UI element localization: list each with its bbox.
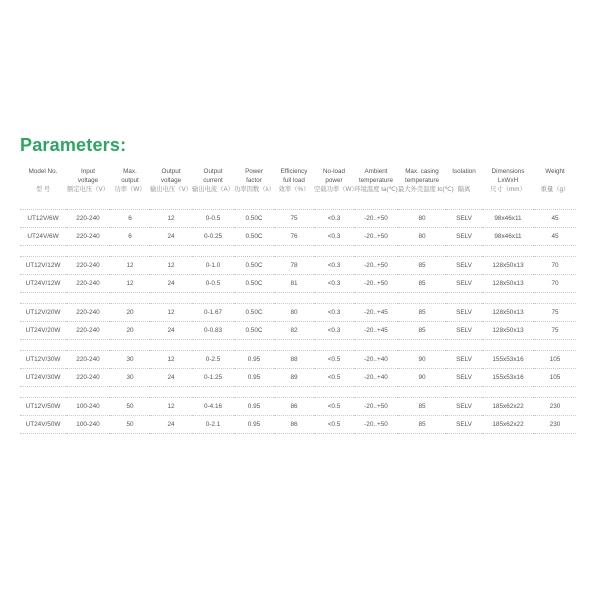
column-header-zh: 效率（%） <box>278 186 310 193</box>
table-cell: 82 <box>274 322 314 340</box>
table-row <box>20 210 576 228</box>
table-cell: 0.50C <box>234 322 274 340</box>
table-cell: 0-4.16 <box>192 398 234 416</box>
column-header-en2: temperature <box>359 177 393 184</box>
table-cell: UT12V/30W <box>20 351 66 369</box>
column-header-en2 <box>446 176 482 185</box>
table-cell: SELV <box>446 398 482 416</box>
table-cell: 0.50C <box>234 304 274 322</box>
table-cell: 85 <box>398 275 446 293</box>
table-cell: UT24V/20W <box>20 322 66 340</box>
table-cell: 220-240 <box>66 210 110 228</box>
table-cell: 230 <box>534 416 576 434</box>
table-cell: 12 <box>150 351 192 369</box>
column-header-en2: temperature <box>405 177 439 184</box>
column-header-en2 <box>534 176 576 185</box>
table-cell: <0.5 <box>314 398 354 416</box>
spacer-cell <box>20 293 576 304</box>
column-header-zh: 环境温度 ta(℃) <box>354 186 398 193</box>
column-header-zh: 最大外壳温度 tc(℃) <box>398 186 454 193</box>
table-cell: -20..+45 <box>354 322 398 340</box>
table-cell: <0.3 <box>314 257 354 275</box>
column-header-zh: 空载功率（W） <box>314 186 358 193</box>
column-header-en1: Output <box>161 168 181 175</box>
table-cell: SELV <box>446 210 482 228</box>
column-header <box>234 164 274 210</box>
column-header <box>314 164 358 210</box>
table-cell: 6 <box>110 228 150 246</box>
table-row <box>20 275 576 293</box>
column-header-en1: Isolation <box>452 168 476 175</box>
group-spacer <box>20 246 576 257</box>
group-spacer <box>20 293 576 304</box>
column-header-en1: Ambient <box>364 168 388 175</box>
table-cell: 185x62x22 <box>482 398 534 416</box>
table-cell: 0.50C <box>234 275 274 293</box>
table-cell: 6 <box>110 210 150 228</box>
table-cell: 0.50C <box>234 228 274 246</box>
column-header-en1: Max. <box>123 168 137 175</box>
table-cell: 45 <box>534 228 576 246</box>
column-header <box>482 164 534 210</box>
table-cell: 12 <box>150 398 192 416</box>
table-cell: 0-0.25 <box>192 228 234 246</box>
table-cell: UT24V/30W <box>20 369 66 387</box>
table-cell: 0-0.5 <box>192 210 234 228</box>
table-cell: 0.50C <box>234 257 274 275</box>
table-cell: -20..+40 <box>354 369 398 387</box>
table-cell: 155x53x16 <box>482 351 534 369</box>
table-cell: <0.5 <box>314 416 354 434</box>
table-cell: 220-240 <box>66 369 110 387</box>
table-cell: SELV <box>446 369 482 387</box>
table-cell: 155x53x16 <box>482 369 534 387</box>
page-title: Parameters: <box>20 135 127 155</box>
column-header-en2: current <box>203 177 223 184</box>
table-cell: 50 <box>110 416 150 434</box>
table-cell: -20..+40 <box>354 351 398 369</box>
table-cell: 128x50x13 <box>482 322 534 340</box>
spacer-cell <box>20 340 576 351</box>
table-cell: 70 <box>534 275 576 293</box>
table-cell: 30 <box>110 351 150 369</box>
table-cell: 30 <box>110 369 150 387</box>
table-cell: 100-240 <box>66 416 110 434</box>
column-header-zh: 重量（g） <box>540 186 570 193</box>
column-header-en1: Max. casing <box>405 168 439 175</box>
group-spacer <box>20 387 576 398</box>
table-cell: 12 <box>110 275 150 293</box>
table-cell: <0.5 <box>314 369 354 387</box>
table-cell: 105 <box>534 369 576 387</box>
table-header-row <box>20 164 576 210</box>
column-header <box>274 164 314 210</box>
table-row <box>20 416 576 434</box>
table-cell: 75 <box>534 304 576 322</box>
column-header-en2: output <box>121 177 139 184</box>
column-header <box>110 164 150 210</box>
table-cell: 220-240 <box>66 304 110 322</box>
column-header-zh: 型 号 <box>35 186 51 193</box>
table-cell: UT12V/6W <box>20 210 66 228</box>
column-header <box>66 164 110 210</box>
table-cell: 80 <box>274 304 314 322</box>
table-cell: 75 <box>534 322 576 340</box>
table-cell: SELV <box>446 322 482 340</box>
column-header-zh: 输出电压（V） <box>150 186 192 193</box>
table-cell: 98x46x11 <box>482 228 534 246</box>
spacer-cell <box>20 246 576 257</box>
column-header-zh: 额定电压（V） <box>67 186 109 193</box>
table-cell: SELV <box>446 304 482 322</box>
table-cell: 45 <box>534 210 576 228</box>
table-cell: SELV <box>446 351 482 369</box>
table-cell: 128x50x13 <box>482 275 534 293</box>
table-cell: 24 <box>150 275 192 293</box>
table-cell: 220-240 <box>66 228 110 246</box>
table-cell: 50 <box>110 398 150 416</box>
table-cell: UT12V/50W <box>20 398 66 416</box>
table-row <box>20 369 576 387</box>
table-cell: SELV <box>446 416 482 434</box>
table-cell: 90 <box>398 351 446 369</box>
table-cell: 89 <box>274 369 314 387</box>
table-cell: <0.3 <box>314 228 354 246</box>
column-header-en1: No-load <box>322 168 346 175</box>
table-cell: 85 <box>398 322 446 340</box>
column-header-en2: power <box>325 177 343 184</box>
table-row <box>20 322 576 340</box>
table-cell: 12 <box>150 210 192 228</box>
table-row <box>20 257 576 275</box>
table-cell: 86 <box>274 416 314 434</box>
column-header <box>534 164 576 210</box>
table-cell: -20..+50 <box>354 416 398 434</box>
table-cell: UT24V/50W <box>20 416 66 434</box>
table-cell: 20 <box>110 304 150 322</box>
column-header-zh: 功率因数（λ） <box>234 186 275 193</box>
column-header <box>20 164 66 210</box>
column-header <box>192 164 234 210</box>
column-header <box>398 164 454 210</box>
table-row <box>20 228 576 246</box>
table-cell: 128x50x13 <box>482 257 534 275</box>
table-cell: 85 <box>398 398 446 416</box>
table-cell: 85 <box>398 304 446 322</box>
table-cell: 81 <box>274 275 314 293</box>
table-cell: 70 <box>534 257 576 275</box>
table-cell: -20..+50 <box>354 210 398 228</box>
parameters-table <box>20 164 576 434</box>
table-cell: -20..+50 <box>354 398 398 416</box>
column-header-en2: LxWxH <box>497 177 519 184</box>
column-header-en2: voltage <box>77 177 99 184</box>
column-header-en1: Efficiency <box>280 168 308 175</box>
column-header-en1: Input <box>80 168 95 175</box>
table-cell: 220-240 <box>66 275 110 293</box>
table-cell: 12 <box>150 304 192 322</box>
table-cell: 24 <box>150 369 192 387</box>
table-cell: 0.50C <box>234 210 274 228</box>
table-cell: 0-0.5 <box>192 275 234 293</box>
table-cell: 128x50x13 <box>482 304 534 322</box>
table-cell: <0.3 <box>314 322 354 340</box>
table-cell: <0.3 <box>314 210 354 228</box>
table-cell: 0-2.5 <box>192 351 234 369</box>
table-cell: 100-240 <box>66 398 110 416</box>
table-cell: UT12V/20W <box>20 304 66 322</box>
table-cell: 0-2.1 <box>192 416 234 434</box>
table-cell: 0.95 <box>234 351 274 369</box>
table-cell: 105 <box>534 351 576 369</box>
table-cell: 85 <box>398 416 446 434</box>
table-cell: 230 <box>534 398 576 416</box>
table-cell: -20..+50 <box>354 228 398 246</box>
table-cell: 0-1.25 <box>192 369 234 387</box>
column-header-en1: Dimensions <box>491 168 525 175</box>
table-row <box>20 304 576 322</box>
column-header-en2: voltage <box>160 177 182 184</box>
table-cell: 220-240 <box>66 351 110 369</box>
table-cell: 24 <box>150 228 192 246</box>
table-cell: UT12V/12W <box>20 257 66 275</box>
table-cell: 75 <box>274 210 314 228</box>
table-cell: 0.95 <box>234 416 274 434</box>
table-row <box>20 351 576 369</box>
table-cell: UT24V/12W <box>20 275 66 293</box>
table-cell: UT24V/6W <box>20 228 66 246</box>
table-cell: 24 <box>150 322 192 340</box>
table-cell: SELV <box>446 228 482 246</box>
table-cell: 85 <box>398 257 446 275</box>
group-spacer <box>20 340 576 351</box>
column-header-zh: 隔离 <box>457 186 471 193</box>
table-cell: 0.95 <box>234 369 274 387</box>
column-header-zh: 功率（W） <box>114 186 146 193</box>
table-cell: 20 <box>110 322 150 340</box>
table-cell: 24 <box>150 416 192 434</box>
spacer-cell <box>20 387 576 398</box>
table-cell: 0-1.0 <box>192 257 234 275</box>
table-row <box>20 398 576 416</box>
table-cell: 80 <box>398 228 446 246</box>
table-cell: SELV <box>446 257 482 275</box>
table-cell: 12 <box>150 257 192 275</box>
column-header-en2: full load <box>283 177 305 184</box>
column-header-zh: 尺寸（mm） <box>490 186 526 193</box>
table-cell: 185x62x22 <box>482 416 534 434</box>
column-header-zh: 输出电流（A） <box>192 186 234 193</box>
table-cell: 76 <box>274 228 314 246</box>
table-cell: <0.3 <box>314 304 354 322</box>
column-header-en2 <box>20 176 66 185</box>
column-header <box>150 164 192 210</box>
column-header <box>354 164 398 210</box>
column-header-en1: Power <box>245 168 263 175</box>
table-cell: 98x46x11 <box>482 210 534 228</box>
column-header-en1: Weight <box>545 168 565 175</box>
table-body <box>20 210 576 434</box>
table-cell: 12 <box>110 257 150 275</box>
table-cell: 90 <box>398 369 446 387</box>
table-cell: 0-0.83 <box>192 322 234 340</box>
table-cell: <0.3 <box>314 275 354 293</box>
table-cell: <0.5 <box>314 351 354 369</box>
column-header-en1: Model No. <box>28 168 58 175</box>
table-cell: 0.95 <box>234 398 274 416</box>
table-cell: -20..+50 <box>354 275 398 293</box>
table-cell: 80 <box>398 210 446 228</box>
column-header-en1: Output <box>203 168 223 175</box>
table-cell: 88 <box>274 351 314 369</box>
table-cell: 86 <box>274 398 314 416</box>
column-header-en2: factor <box>246 177 262 184</box>
table-cell: -20..+45 <box>354 304 398 322</box>
table-cell: SELV <box>446 275 482 293</box>
table-cell: 78 <box>274 257 314 275</box>
table-cell: 220-240 <box>66 257 110 275</box>
table-cell: 220-240 <box>66 322 110 340</box>
table-cell: -20..+50 <box>354 257 398 275</box>
table-cell: 0-1.67 <box>192 304 234 322</box>
